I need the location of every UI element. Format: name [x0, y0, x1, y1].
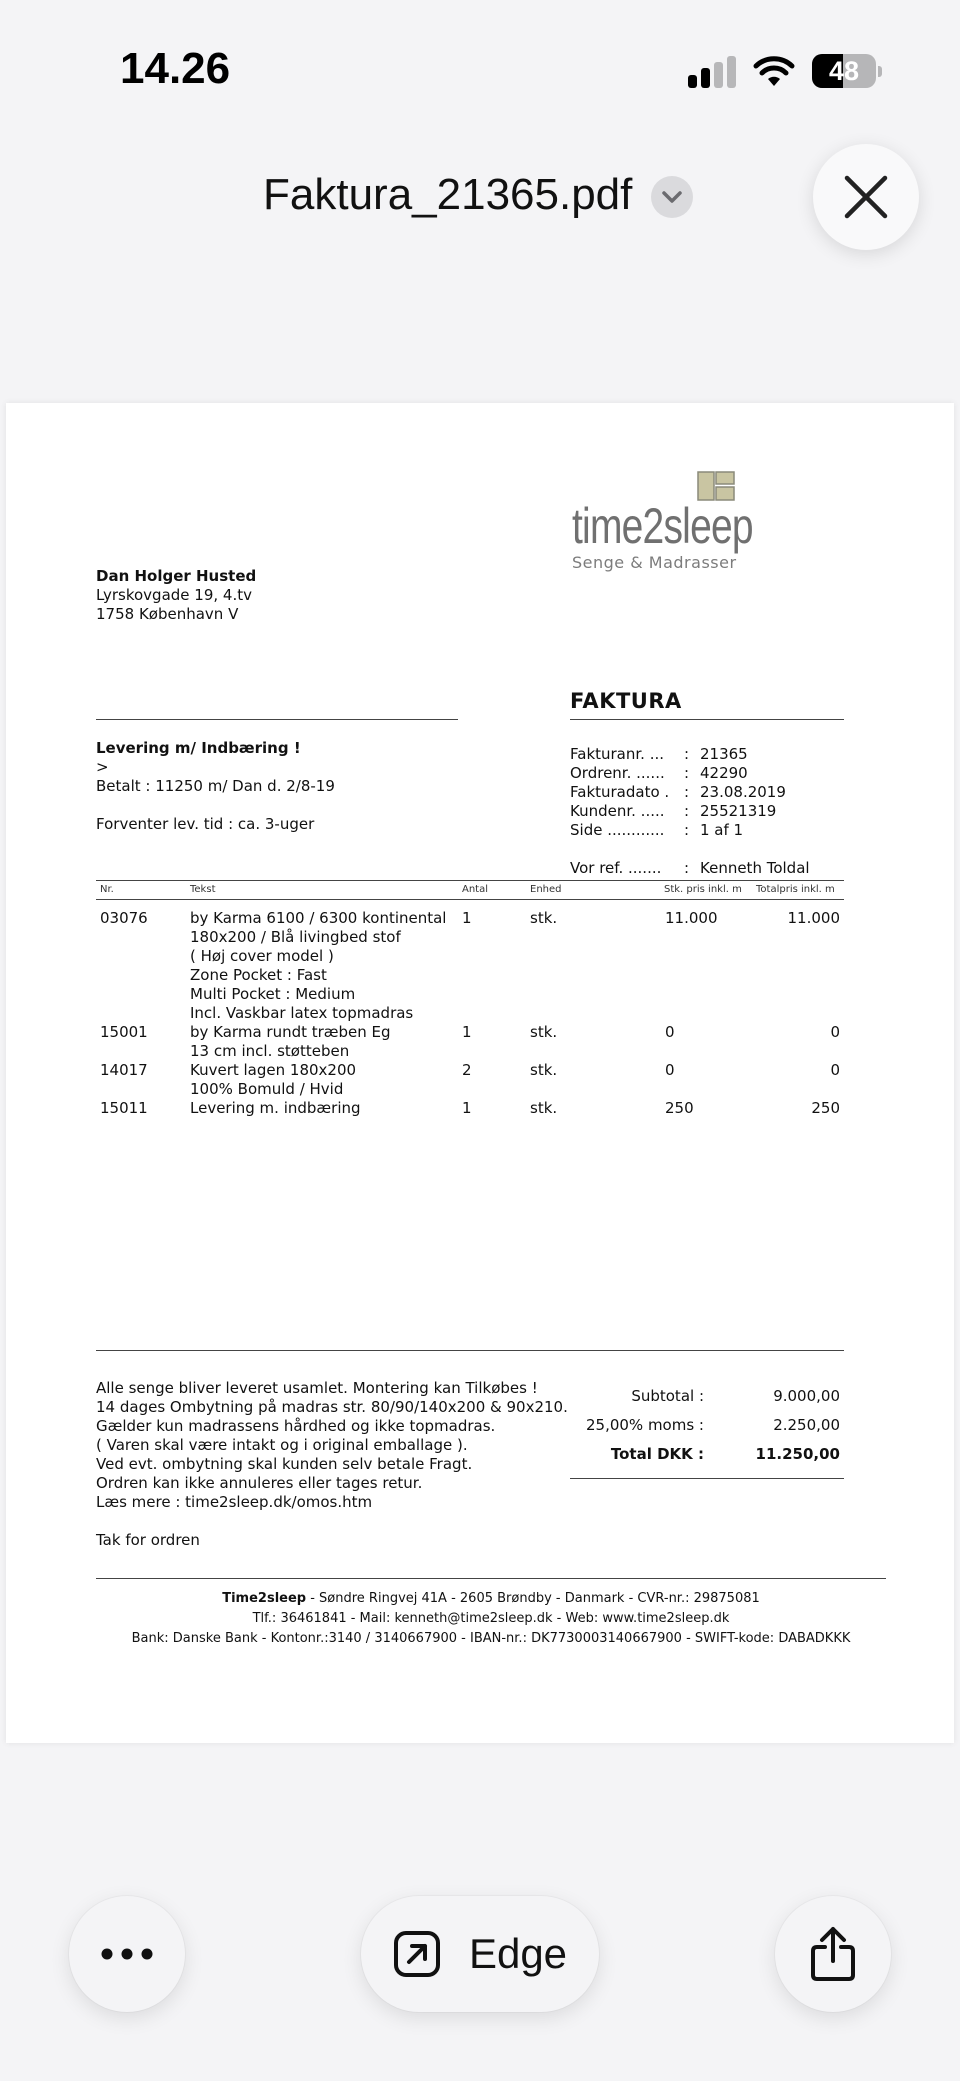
battery-percent: 48 — [828, 56, 860, 86]
totals-block — [570, 1387, 844, 1474]
company-footer — [96, 1589, 886, 1649]
table-row: 15011 Levering m. indbæring 1 stk. 250 250 — [100, 1099, 840, 1117]
close-button[interactable] — [813, 144, 919, 250]
table-row: 15001 by Karma rundt træben Eg 13 cm incl. støtteben 1 stk. 0 0 — [100, 1023, 840, 1060]
company-logo — [572, 471, 754, 581]
col-header-unit: Enhed — [530, 884, 562, 895]
col-header-total: Totalpris inkl. m — [756, 884, 835, 895]
customer-name: Dan Holger Husted — [96, 567, 257, 585]
delivery-line: Levering m/ Indbæring ! — [96, 739, 301, 757]
table-row: 03076 by Karma 6100 / 6300 kontinental 180x200 / Blå livingbed stof ( Høj cover model ) Zone Pocket : Fast Multi Pocket : Medium Incl. Vaskbar latex topmadras 1 stk. 11.000 11.000 — [100, 909, 840, 1022]
terms-line — [96, 1512, 568, 1531]
logo-tagline: Senge & Madrasser — [572, 553, 737, 572]
invoice-title: FAKTURA — [570, 689, 682, 713]
delivery-line: Betalt : 11250 m/ Dan d. 2/8-19 — [96, 777, 335, 795]
file-options-button[interactable] — [651, 176, 693, 218]
terms-line: Alle senge bliver leveret usamlet. Montering kan Tilkøbes ! — [96, 1379, 538, 1397]
delivery-line: > — [96, 758, 109, 776]
customer-address — [96, 567, 256, 624]
terms-line: ( Varen skal være intakt og i original emballage ). — [96, 1436, 468, 1454]
chevron-down-icon — [661, 190, 683, 204]
col-header-text: Tekst — [190, 884, 216, 895]
thanks-line: Tak for ordren — [96, 1531, 200, 1549]
delivery-notes — [96, 739, 335, 834]
footer-line: Tlf.: 36461841 - Mail: kenneth@time2sleep.dk - Web: www.time2sleep.dk — [252, 1611, 730, 1626]
share-icon — [809, 1925, 857, 1983]
footer-line: Time2sleep - Søndre Ringvej 41A - 2605 Brøndby - Danmark - CVR-nr.: 29875081 — [222, 1591, 760, 1606]
table-top-rule — [96, 880, 844, 881]
divider — [96, 719, 458, 720]
invoice-info — [570, 745, 810, 878]
logo-wordmark: time2sleep — [572, 498, 753, 554]
info-row: Fakturanr. ... : 21365 — [570, 745, 748, 763]
terms-text — [96, 1379, 568, 1550]
vat-row: 25,00% moms : 2.250,00 — [585, 1416, 840, 1434]
reference-row: Vor ref. ....... : Kenneth Toldal — [570, 859, 810, 877]
col-header-nr: Nr. — [100, 884, 114, 895]
close-icon — [843, 174, 889, 220]
info-row: Kundenr. ..... : 25521319 — [570, 802, 777, 820]
pdf-page[interactable] — [6, 403, 954, 1743]
items-table — [96, 909, 844, 1118]
terms-line: Læs mere : time2sleep.dk/omos.htm — [96, 1493, 373, 1511]
table-header-rule — [96, 899, 844, 900]
col-header-price: Stk. pris inkl. m — [664, 884, 742, 895]
open-external-icon — [393, 1930, 441, 1978]
terms-line: Gælder kun madrassens hårdhed og ikke topmadras. — [96, 1417, 496, 1435]
info-row: Side ............ : 1 af 1 — [570, 821, 744, 839]
total-row: Total DKK : 11.250,00 — [610, 1445, 840, 1463]
info-row: Fakturadato . : 23.08.2019 — [570, 783, 786, 801]
footer-rule — [96, 1578, 886, 1579]
terms-line: Ordren kan ikke annuleres eller tages retur. — [96, 1474, 423, 1492]
wifi-icon — [752, 54, 796, 88]
footer-line: Bank: Danske Bank - Kontonr.:3140 / 3140667900 - IBAN-nr.: DK7730003140667900 - SWIFT-kode: DABADKKK — [131, 1631, 851, 1646]
divider — [570, 719, 844, 720]
terms-line: Ved evt. ombytning skal kunden selv betale Fragt. — [96, 1455, 473, 1473]
open-in-edge-button[interactable] — [361, 1896, 599, 2012]
table-row: 14017 Kuvert lagen 180x200 100% Bomuld / Hvid 2 stk. 0 0 — [100, 1061, 840, 1098]
ellipsis-icon — [101, 1948, 153, 1960]
status-time: 14.26 — [120, 44, 231, 93]
file-title[interactable]: Faktura_21365.pdf — [263, 170, 633, 219]
customer-street: Lyrskovgade 19, 4.tv — [96, 586, 252, 604]
more-options-button[interactable] — [69, 1896, 185, 2012]
divider — [96, 1350, 844, 1351]
open-in-edge-label: Edge — [468, 1930, 568, 1977]
share-button[interactable] — [775, 1896, 891, 2012]
customer-city: 1758 København V — [96, 605, 239, 623]
terms-line: 14 dages Ombytning på madras str. 80/90/140x200 & 90x210. — [96, 1398, 568, 1416]
subtotal-row: Subtotal : 9.000,00 — [631, 1387, 840, 1405]
col-header-qty: Antal — [462, 884, 489, 895]
divider — [570, 1478, 844, 1479]
battery-indicator — [812, 54, 882, 88]
info-row: Ordrenr. ...... : 42290 — [570, 764, 748, 782]
delivery-line: Forventer lev. tid : ca. 3-uger — [96, 815, 315, 833]
cellular-signal-icon — [688, 56, 738, 88]
